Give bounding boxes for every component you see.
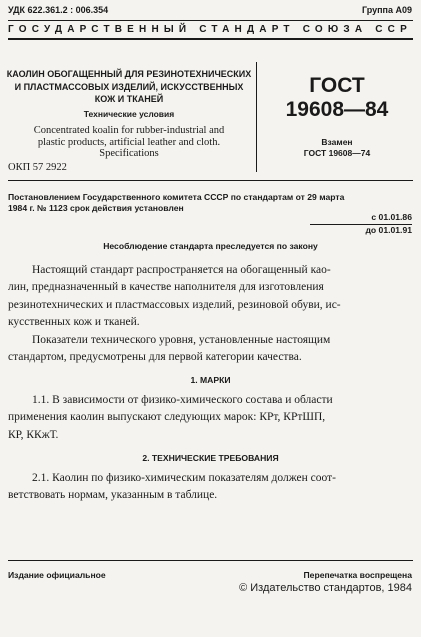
intro-paragraph-1 (8, 262, 413, 332)
text-line: Показатели технического уровня, установленные настоящим (32, 334, 331, 346)
title-en (6, 125, 252, 160)
title-ru (6, 68, 252, 106)
header-top-rule (8, 20, 413, 21)
footer-rule (8, 560, 413, 561)
replace-value: ГОСТ 19608—74 (303, 148, 371, 158)
decree-line-1: Постановлением Государственного комитета СССР по стандартам от 29 марта (8, 192, 345, 202)
section-1-heading: 1. МАРКИ (190, 375, 231, 385)
group-code: Группа А09 (361, 5, 412, 15)
okp-code: ОКП 57 2922 (8, 162, 67, 173)
gost-label: ГОСТ (309, 74, 365, 97)
title-bottom-rule (8, 180, 413, 181)
valid-to: до 01.01.91 (365, 225, 412, 235)
reprint-notice: Перепечатка воспрещена (303, 570, 412, 580)
text-line: ветствовать нормам, указанным в таблице. (8, 489, 218, 502)
text-line: лин, предназначенный в качестве наполнителя для изготовления (8, 281, 324, 294)
text-line: 2.1. Каолин по физико-химическим показателям должен соот- (32, 472, 336, 484)
title-divider (256, 62, 257, 172)
text-line: КР, ККжТ. (8, 428, 59, 441)
text-line: стандартом, предусмотрены для первой категории качества. (8, 351, 302, 364)
text-line: резинотехнических и пластмассовых изделий, резиновой обуви, ис- (8, 298, 341, 311)
title-en-line: Specifications (99, 148, 159, 159)
intro-paragraph-2 (8, 332, 413, 367)
section-2-heading: 2. ТЕХНИЧЕСКИЕ ТРЕБОВАНИЯ (142, 453, 279, 463)
title-ru-line: И ПЛАСТМАССОВЫХ ИЗДЕЛИЙ, ИСКУССТВЕННЫХ (14, 81, 244, 92)
replace-label: Взамен (321, 137, 353, 147)
title-ru-line: КАОЛИН ОБОГАЩЕННЫЙ ДЛЯ РЕЗИНОТЕХНИЧЕСКИХ (6, 69, 252, 79)
text-line: 1.1. В зависимости от физико-химического состава и области (32, 394, 333, 406)
valid-from: с 01.01.86 (371, 212, 412, 222)
title-en-line: plastic products, artificial leather and cloth. (37, 136, 221, 148)
title-ru-line: КОЖ И ТКАНЕЙ (94, 94, 164, 104)
standard-banner: ГОСУДАРСТВЕННЫЙ СТАНДАРТ СОЮЗА ССР (8, 24, 412, 35)
subtitle-ru: Технические условия (83, 109, 175, 119)
section-1-text (8, 392, 413, 444)
header-bottom-rule (8, 38, 413, 40)
legal-warning: Несоблюдение стандарта преследуется по закону (103, 241, 318, 251)
decree-line-2: 1984 г. № 1123 срок действия установлен (8, 203, 184, 213)
text-line: Настоящий стандарт распространяется на обогащенный као- (32, 264, 331, 276)
text-line: кусственных кож и тканей. (8, 316, 140, 329)
text-line: применения каолин выпускают следующих марок: КРт, КРтШП, (8, 411, 326, 424)
udk-code: УДК 622.361.2 : 006.354 (8, 5, 109, 15)
gost-number: 19608—84 (285, 98, 389, 121)
section-2-text (8, 470, 413, 505)
title-en-line: Concentrated koalin for rubber-industrial and (33, 125, 225, 136)
official-edition: Издание официальное (8, 570, 106, 580)
publisher-copyright: © Издательство стандартов, 1984 (239, 582, 412, 594)
